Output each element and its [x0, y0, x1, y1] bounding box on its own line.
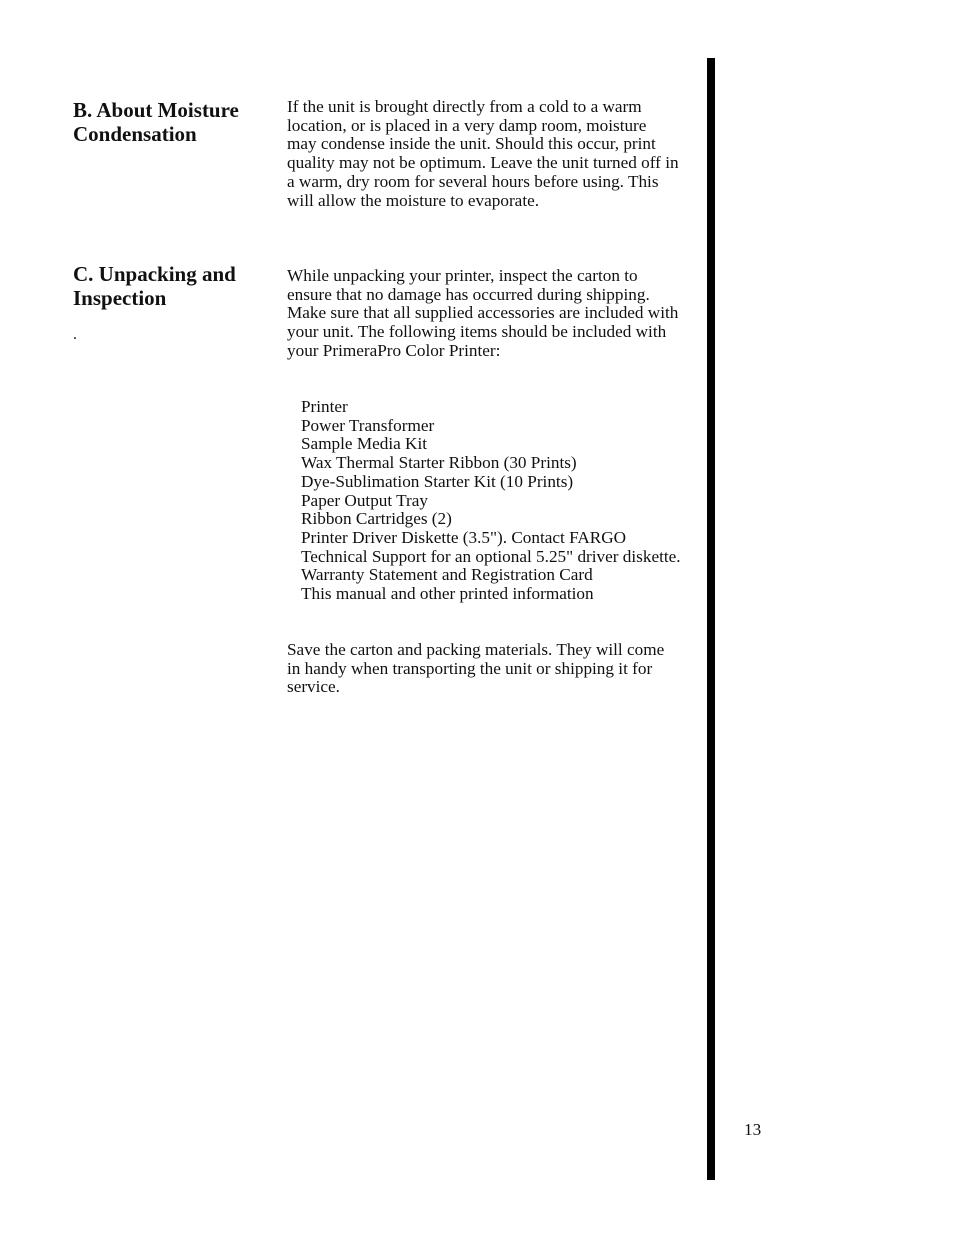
stray-period-mark: .: [73, 326, 77, 343]
list-item: Sample Media Kit: [301, 434, 428, 454]
list-item: This manual and other printed information: [301, 584, 594, 604]
list-item: Printer Driver Diskette (3.5"). Contact FARGO Technical Support for an optional 5.25" driver diskette.: [301, 527, 681, 566]
heading-unpacking-inspection: C. Unpacking and Inspection: [73, 262, 236, 310]
paragraph-unpacking-closing: Save the carton and packing materials. They will come in handy when transporting the unit or shipping it for service.: [287, 640, 665, 697]
included-items-list: [301, 398, 681, 604]
list-item: Warranty Statement and Registration Card: [301, 565, 593, 585]
list-item: Ribbon Cartridges (2): [301, 509, 452, 529]
paragraph-moisture-condensation: If the unit is brought directly from a cold to a warm location, or is placed in a very damp room, moisture may condense inside the unit. Should this occur, print quality may not be optimum. Leave the unit turned off in a warm, dry room for several hours before using. This will allow the moisture to evaporate.: [287, 97, 679, 210]
vertical-margin-rule: [707, 58, 715, 1180]
paragraph-unpacking-intro: While unpacking your printer, inspect the carton to ensure that no damage has occurred during shipping. Make sure that all supplied accessories are included with your unit. The following items should be included with your PrimeraPro Color Printer:: [287, 266, 679, 360]
page-number: 13: [744, 1120, 762, 1139]
list-item: Power Transformer: [301, 415, 435, 435]
list-item: Paper Output Tray: [301, 490, 429, 510]
list-item: Printer: [301, 397, 348, 416]
heading-moisture-condensation: B. About Moisture Condensation: [73, 98, 239, 146]
list-item: Wax Thermal Starter Ribbon (30 Prints): [301, 453, 577, 473]
list-item: Dye-Sublimation Starter Kit (10 Prints): [301, 471, 574, 491]
